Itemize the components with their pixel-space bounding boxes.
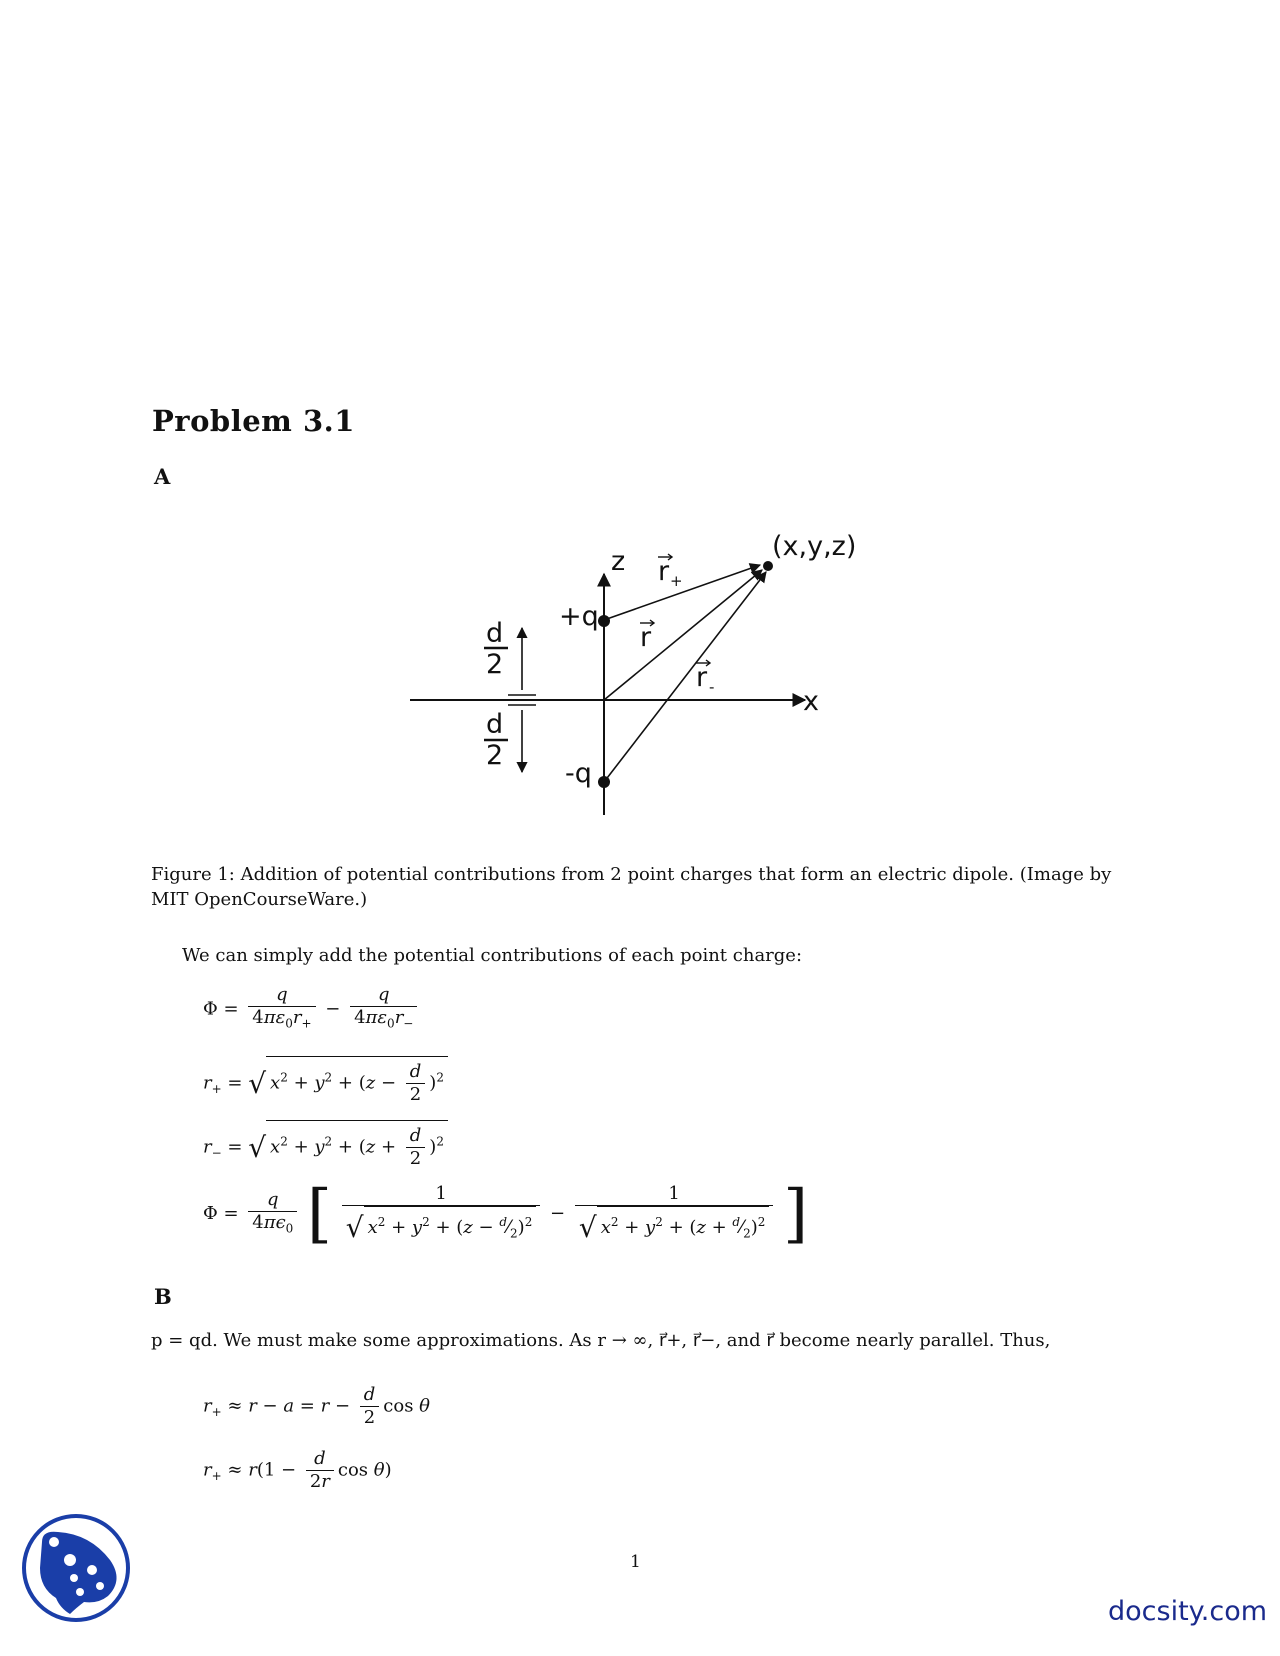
minus-q-label: -q — [565, 758, 592, 789]
r-plus-subscript: + — [670, 572, 683, 590]
plus-charge-dot — [598, 615, 610, 627]
r-minus-vector — [604, 572, 766, 782]
equation-phi-expanded: Φ = $\frac{q}{4\pi\epsilon_0}$ [ $\frac{1}{√ x^2 + y^2 + (z - ^d⁄_2)^2}$ − $\frac{1}{√ x^2 + y^2 + (z + ^d⁄_2)^2}$ ] — [203, 1177, 809, 1251]
r-label: r — [640, 622, 652, 653]
section-a-heading: A — [154, 464, 171, 489]
equation-r-minus: $r_-$ = √ $x^2 + y^2 + (z$ + $\frac{d}{2}$ )$^2$ — [203, 1120, 448, 1170]
r-minus-subscript: - — [709, 678, 715, 696]
d-label-upper: d — [486, 618, 504, 649]
problem-heading: Problem 3.1 — [152, 404, 355, 438]
d-label-lower: d — [486, 709, 504, 740]
page-number: 1 — [630, 1552, 641, 1572]
dipole-figure — [400, 520, 880, 830]
equation-r-plus: $r_+$ = √ $x^2 + y^2 + (z$ − $\frac{d}{2}$ )$^2$ — [203, 1056, 448, 1106]
equation-approx-2: $r_+ \approx r(1$ − $\frac{d}{2r}$ cos θ) — [203, 1448, 392, 1492]
point-dot — [763, 561, 773, 571]
r-minus-label: r — [696, 662, 708, 693]
section-b-paragraph: p = qd. We must make some approximations. As r → ∞, r⃗+, r⃗−, and r⃗ become nearly parallel. Thus, — [151, 1330, 1051, 1351]
two-label-upper: 2 — [486, 649, 504, 680]
minus-charge-dot — [598, 776, 610, 788]
brand-link[interactable]: docsity.com — [1108, 1596, 1268, 1627]
docsity-logo-icon[interactable] — [20, 1512, 132, 1624]
equation-approx-1: $r_+ \approx r - a = r$ − $\frac{d}{2}$ cos θ — [203, 1384, 431, 1428]
figure-caption: Figure 1: Addition of potential contributions from 2 point charges that form an electric dipole. (Image by MIT OpenCourseWare.) — [151, 864, 1112, 910]
two-label-lower: 2 — [486, 740, 504, 771]
section-b-heading: B — [154, 1284, 172, 1309]
plus-q-label: +q — [559, 601, 599, 632]
r-plus-label: r — [658, 556, 670, 587]
point-label: (x,y,z) — [772, 531, 857, 562]
x-axis-label: x — [803, 686, 819, 717]
z-axis-label: z — [611, 546, 626, 577]
intro-paragraph: We can simply add the potential contributions of each point charge: — [182, 945, 803, 966]
equation-phi: Φ = $\frac{q}{4\pi\varepsilon_0r_+}$ − $\frac{q}{4\pi\varepsilon_0r_-}$ — [203, 984, 421, 1035]
